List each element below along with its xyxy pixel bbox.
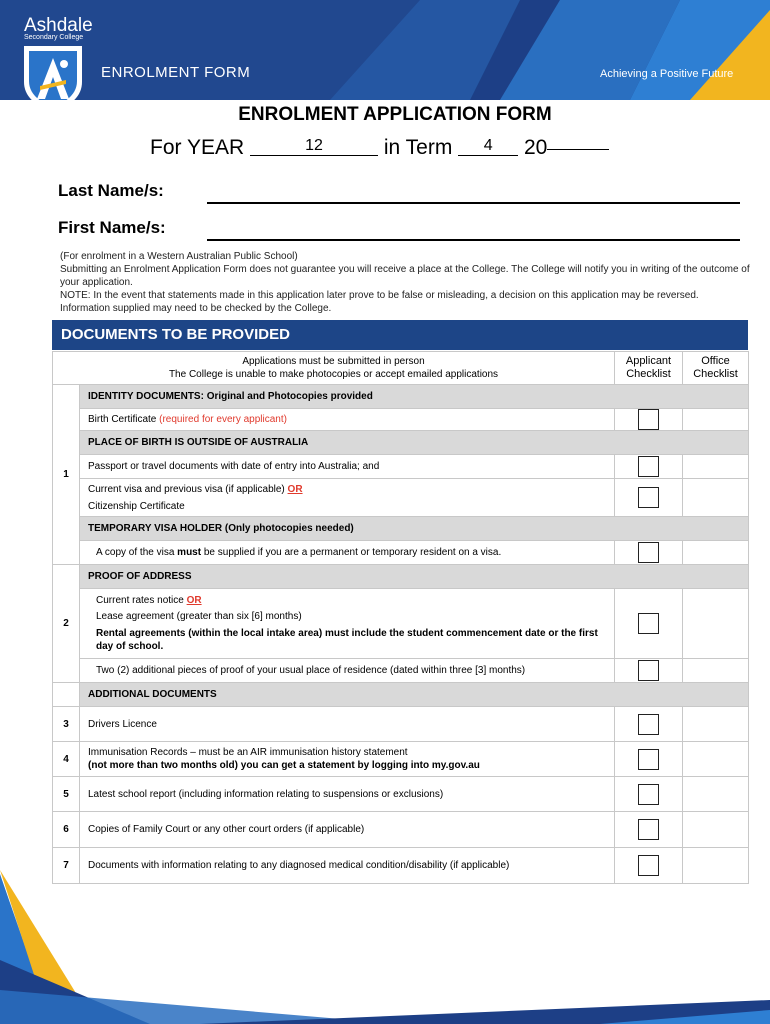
first-name-label: First Name/s: <box>58 218 166 237</box>
century-label: 20 <box>524 136 548 159</box>
place-of-birth-heading: PLACE OF BIRTH IS OUTSIDE OF AUSTRALIA <box>80 431 749 455</box>
court-orders-item: Copies of Family Court or any other court orders (if applicable) <box>80 812 615 848</box>
visa-checkbox[interactable] <box>638 487 659 508</box>
office-cell <box>683 409 749 431</box>
item-number: 6 <box>53 812 80 848</box>
visa-copy-text: be supplied if you are a permanent or temporary resident on a visa. <box>203 547 502 558</box>
item-number: 1 <box>53 385 80 565</box>
item-number: 7 <box>53 848 80 884</box>
visa-item <box>80 479 615 517</box>
office-cell <box>683 541 749 565</box>
court-orders-checkbox[interactable] <box>638 819 659 840</box>
documents-table <box>52 351 749 565</box>
office-cell <box>683 707 749 742</box>
school-report-item: Latest school report (including information relating to suspensions or exclusions) <box>80 777 615 812</box>
blank-cell <box>53 683 80 707</box>
office-cell <box>683 455 749 479</box>
crest-logo-icon <box>20 44 86 100</box>
school-subtitle: Secondary College <box>24 34 84 41</box>
or-label: OR <box>287 483 303 495</box>
note-line: Submitting an Enrolment Application Form does not guarantee you will receive a place at the College. The College will notify you in writing of the outcome of your application. <box>60 264 750 288</box>
two-proofs-checkbox[interactable] <box>638 660 659 681</box>
lease-label: Lease agreement (greater than six [6] months) <box>96 611 302 622</box>
or-label: OR <box>186 594 202 606</box>
citizenship-label: Citizenship Certificate <box>88 500 185 512</box>
year-label: For YEAR <box>150 136 245 159</box>
drivers-checkbox[interactable] <box>638 714 659 735</box>
term-label: in Term <box>383 136 453 159</box>
office-cell <box>683 659 749 683</box>
item-number: 2 <box>53 565 80 683</box>
instructions <box>53 352 615 385</box>
visa-copy-must: must <box>177 547 202 558</box>
birth-cert-label: Birth Certificate <box>88 414 157 425</box>
birth-cert-note: (required for every applicant) <box>159 414 287 425</box>
last-name-field[interactable] <box>207 202 740 204</box>
office-cell <box>683 777 749 812</box>
note-line: NOTE: In the event that statements made in this application later prove to be false or misleading, a decision on this application may be reversed. Information supplied may need to be checked by the College. <box>60 290 699 314</box>
rental-label: Rental agreements (within the local intake area) must include the student commencement date or the first day of school. <box>96 627 598 652</box>
two-proofs-item: Two (2) additional pieces of proof of your usual place of residence (dated within three [3] months) <box>80 659 615 683</box>
item-number: 4 <box>53 742 80 777</box>
year-field[interactable]: 12 <box>250 137 378 156</box>
medical-item: Documents with information relating to any diagnosed medical condition/disability (if applicable) <box>80 848 615 884</box>
list-item <box>80 409 615 431</box>
instruction-line: Applications must be submitted in person <box>242 356 425 367</box>
passport-item: Passport or travel documents with date of entry into Australia; and <box>80 455 615 479</box>
item-number: 3 <box>53 707 80 742</box>
form-label: ENROLMENT FORM <box>101 64 251 81</box>
term-field[interactable]: 4 <box>458 137 518 156</box>
visa-copy-item <box>80 541 615 565</box>
office-cell <box>683 589 749 659</box>
instruction-line: The College is unable to make photocopies or accept emailed applications <box>168 369 499 380</box>
year-suffix-field[interactable] <box>547 149 609 150</box>
documents-heading: DOCUMENTS TO BE PROVIDED <box>52 320 748 351</box>
last-name-label: Last Name/s: <box>58 181 164 200</box>
temp-visa-heading: TEMPORARY VISA HOLDER (Only photocopies needed) <box>80 517 749 541</box>
address-checkbox[interactable] <box>638 613 659 634</box>
immunisation-note: (not more than two months old) you can get a statement by logging into my.gov.au <box>88 760 480 771</box>
birth-cert-checkbox[interactable] <box>638 409 659 430</box>
visa-copy-checkbox[interactable] <box>638 542 659 563</box>
documents-table-part2 <box>52 564 749 884</box>
first-name-field[interactable] <box>207 239 740 241</box>
school-report-checkbox[interactable] <box>638 784 659 805</box>
identity-heading: IDENTITY DOCUMENTS: Original and Photocopies provided <box>80 385 749 409</box>
documents-section <box>52 320 748 884</box>
additional-heading: ADDITIONAL DOCUMENTS <box>80 683 749 707</box>
office-cell <box>683 479 749 517</box>
office-cell <box>683 812 749 848</box>
enrolment-notes <box>60 250 750 315</box>
visa-label: Current visa and previous visa (if applicable) <box>88 483 285 495</box>
passport-checkbox[interactable] <box>638 456 659 477</box>
footer-decoration <box>0 860 770 1024</box>
item-number: 5 <box>53 777 80 812</box>
banner-graphic <box>0 0 770 100</box>
note-line: (For enrolment in a Western Australian Public School) <box>60 251 298 262</box>
office-cell <box>683 742 749 777</box>
page-title: ENROLMENT APPLICATION FORM <box>238 104 552 125</box>
office-checklist-header: Office Checklist <box>683 352 749 385</box>
immunisation-checkbox[interactable] <box>638 749 659 770</box>
tagline: Achieving a Positive Future <box>600 68 734 80</box>
visa-copy-text: A copy of the visa <box>96 547 175 558</box>
address-items <box>80 589 615 659</box>
address-heading: PROOF OF ADDRESS <box>80 565 749 589</box>
drivers-item: Drivers Licence <box>80 707 615 742</box>
immunisation-label: Immunisation Records – must be an AIR immunisation history statement <box>88 747 408 758</box>
immunisation-item <box>80 742 615 777</box>
rates-label: Current rates notice <box>96 594 184 606</box>
year-term-line <box>150 136 609 160</box>
applicant-checklist-header: Applicant Checklist <box>615 352 683 385</box>
header-banner <box>0 0 770 100</box>
school-name: Ashdale <box>24 15 93 36</box>
